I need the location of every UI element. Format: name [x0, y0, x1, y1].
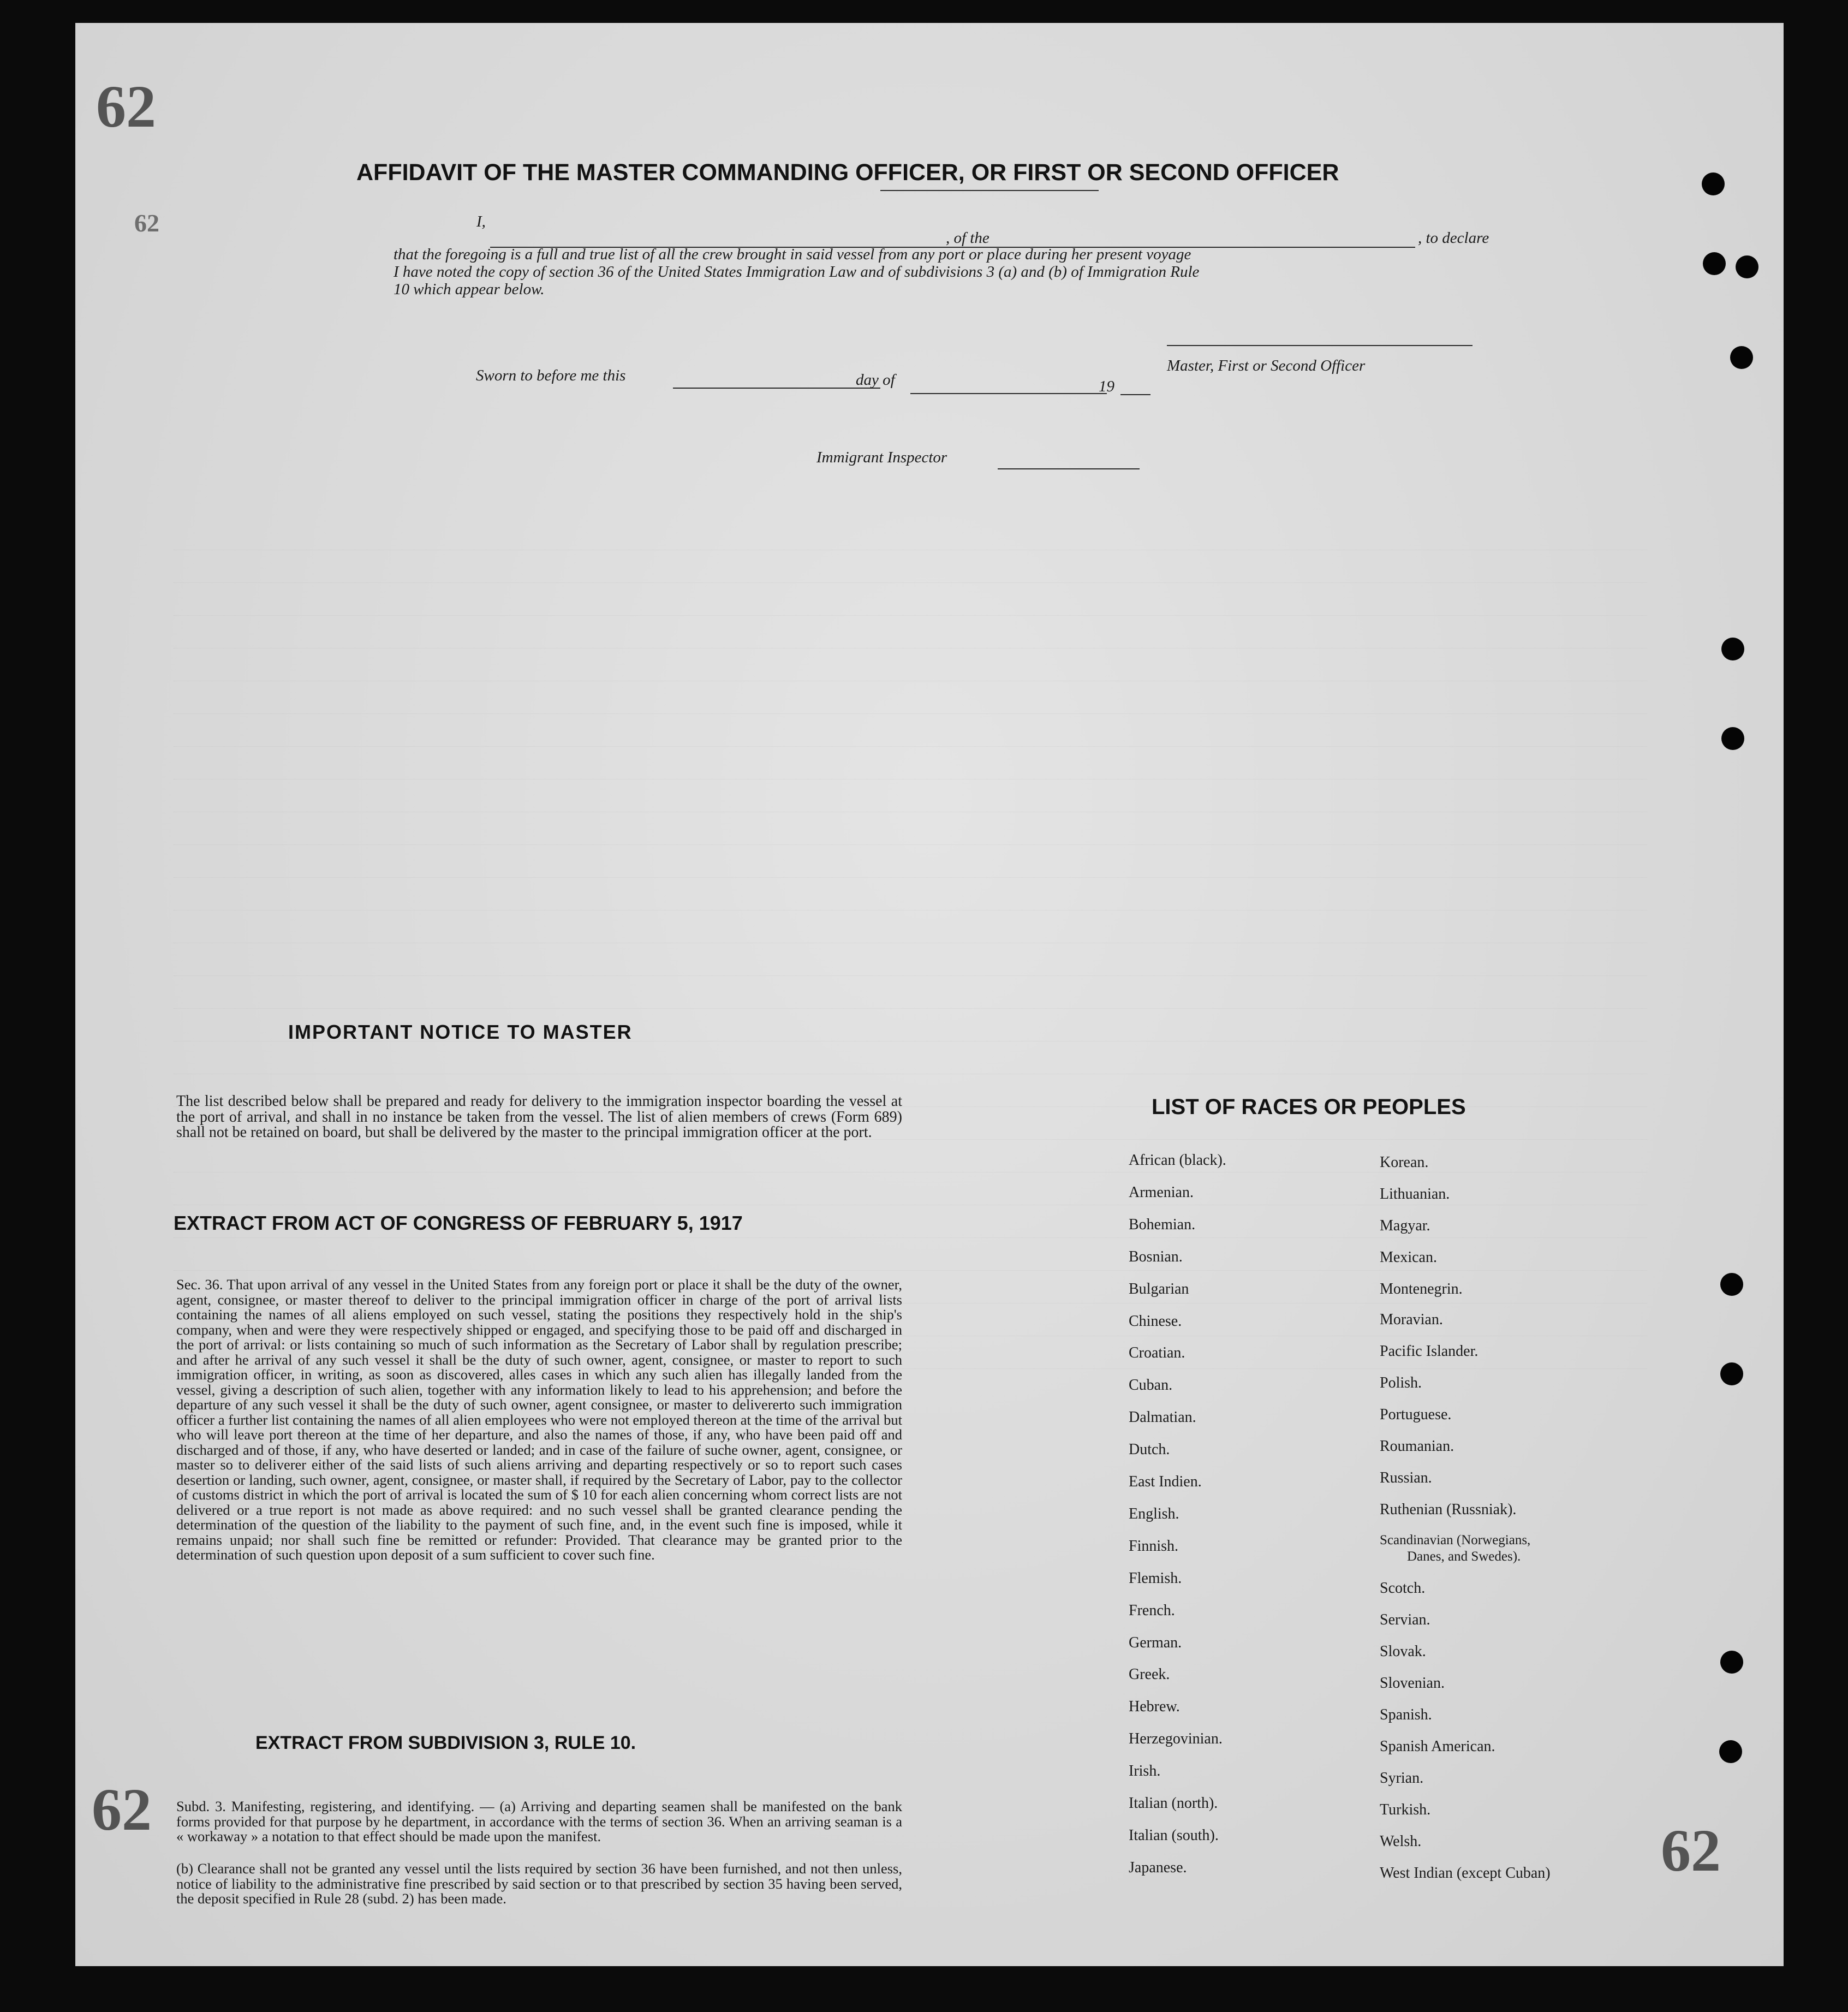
race-item: Syrian. [1380, 1770, 1424, 1787]
punch-hole [1720, 1273, 1743, 1296]
race-item: Bulgarian [1129, 1280, 1189, 1297]
document-sheet [75, 23, 1784, 1966]
punch-hole [1720, 1651, 1743, 1674]
race-item: German. [1129, 1634, 1182, 1651]
year-prefix: 19 [1099, 378, 1114, 395]
race-item: Chinese. [1129, 1312, 1182, 1330]
rule-body-a: Subd. 3. Manifesting, registering, and identifying. — (a) Arriving and departing seamen shall be manifested on the bank forms provided for that purpose by he department, in accordance with the terms of section 36. When an arriving seaman is a « workaway » a notation to that effect should be made upon the manifest. [176, 1798, 902, 1844]
race-item: Dalmatian. [1129, 1409, 1196, 1426]
year-line [1120, 394, 1150, 395]
page-stamp-top-left: 62 [96, 73, 156, 140]
race-item: Irish. [1129, 1763, 1161, 1780]
race-item: Danes, and Swedes). [1407, 1549, 1521, 1564]
race-item: Polish. [1380, 1374, 1422, 1391]
sworn-label: Sworn to before me this [476, 367, 626, 384]
affidavit-to-declare: , to declare [1418, 229, 1489, 247]
bleed-row [174, 926, 1647, 943]
title-rule [880, 190, 1099, 191]
bleed-row [174, 992, 1647, 1009]
rule-title: EXTRACT FROM SUBDIVISION 3, RULE 10. [255, 1733, 636, 1753]
inspector-signature-line [998, 468, 1140, 469]
punch-hole [1702, 172, 1725, 195]
race-item: Slovenian. [1380, 1675, 1445, 1692]
race-item: Russian. [1380, 1469, 1432, 1486]
page-number-mark: 62 [134, 209, 159, 237]
race-item: Magyar. [1380, 1217, 1430, 1234]
affidavit-line-3: I have noted the copy of section 36 of the United States Immigration Law and of subdivisions 3 (a) and (b) of Immigration Rule [394, 263, 1200, 281]
race-item: Spanish American. [1380, 1738, 1495, 1755]
punch-hole [1736, 255, 1758, 278]
bleed-row [174, 861, 1647, 878]
affidavit-title: AFFIDAVIT OF THE MASTER COMMANDING OFFICER, OR FIRST OR SECOND OFFICER [356, 159, 1339, 186]
punch-hole [1719, 1740, 1742, 1763]
races-title: LIST OF RACES OR PEOPLES [1152, 1095, 1466, 1119]
race-item: Turkish. [1380, 1801, 1431, 1818]
race-item: Croatian. [1129, 1344, 1185, 1362]
officer-signature-line [1167, 345, 1473, 346]
race-item: Servian. [1380, 1611, 1430, 1628]
bleed-row [174, 828, 1647, 845]
race-item: Flemish. [1129, 1569, 1182, 1587]
bleed-row [174, 1057, 1647, 1074]
notice-title: IMPORTANT NOTICE TO MASTER [288, 1021, 633, 1043]
affidavit-of-the: , of the [946, 229, 989, 247]
race-item: Montenegrin. [1380, 1281, 1463, 1297]
race-item: Cuban. [1129, 1377, 1173, 1394]
race-item: Scandinavian (Norwegians, [1380, 1533, 1531, 1547]
inspector-label: Immigrant Inspector [816, 449, 947, 466]
bleed-row [174, 632, 1647, 648]
bleed-row [174, 697, 1647, 714]
affidavit-line-4: 10 which appear below. [394, 281, 545, 298]
punch-hole [1721, 727, 1744, 750]
bleed-row [174, 763, 1647, 779]
notice-body: The list described below shall be prepared and ready for delivery to the immigration inspector boarding the vessel at the port of arrival, and shall in no instance be taken from the vessel. The list of alien members of crews (Form 689) shall not be retained on board, but shall be delivered by the master to the principal immigration officer at the port. [176, 1093, 902, 1141]
race-item: Ruthenian (Russniak). [1380, 1501, 1517, 1518]
race-item: East Indien. [1129, 1473, 1202, 1490]
race-item: Italian (north). [1129, 1795, 1218, 1812]
race-item: Italian (south). [1129, 1826, 1219, 1844]
page-stamp-bottom-left: 62 [92, 1776, 152, 1843]
race-item: Moravian. [1380, 1311, 1443, 1328]
affidavit-line-2: that the foregoing is a full and true list of all the crew brought in said vessel from any port or place during her present voyage [394, 246, 1191, 263]
page-stamp-bottom-right: 62 [1661, 1817, 1721, 1884]
race-item: Portuguese. [1380, 1406, 1452, 1423]
rule-body-b: (b) Clearance shall not be granted any vessel until the lists required by section 36 have been furnished, and not then unless, notice of liability to the administrative fine prescribed by said section or to that prescribed by section 35 having been served, the deposit specified in Rule 28 (subd. 2) has been made. [176, 1860, 902, 1907]
race-item: Korean. [1380, 1154, 1429, 1171]
punch-hole [1721, 638, 1744, 660]
race-item: English. [1129, 1505, 1179, 1522]
race-item: Mexican. [1380, 1249, 1437, 1266]
race-item: Bosnian. [1129, 1248, 1183, 1265]
race-item: Armenian. [1129, 1183, 1194, 1201]
race-item: Bohemian. [1129, 1216, 1196, 1233]
race-item: West Indian (except Cuban) [1380, 1865, 1551, 1882]
bleed-row [174, 959, 1647, 976]
bleed-row [174, 894, 1647, 910]
affidavit-i-label: I, [476, 213, 486, 230]
race-item: Spanish. [1380, 1706, 1432, 1723]
race-item: Lithuanian. [1380, 1186, 1450, 1203]
race-item: Welsh. [1380, 1833, 1422, 1850]
bleed-row [174, 566, 1647, 583]
bleed-row [174, 664, 1647, 681]
race-item: Roumanian. [1380, 1438, 1454, 1455]
bleed-row [174, 533, 1647, 550]
punch-hole [1720, 1362, 1743, 1385]
race-item: Hebrew. [1129, 1698, 1180, 1716]
day-of-label: day of [856, 371, 895, 389]
race-item: African (black). [1129, 1152, 1226, 1169]
bleed-row [174, 599, 1647, 616]
race-item: French. [1129, 1602, 1175, 1619]
race-item: Herzegovinian. [1129, 1730, 1223, 1748]
race-item: Greek. [1129, 1666, 1170, 1683]
race-item: Pacific Islander. [1380, 1343, 1479, 1360]
race-item: Dutch. [1129, 1441, 1170, 1459]
act-body: Sec. 36. That upon arrival of any vessel in the United States from any foreign port or place it shall be the duty of the owner, agent, consignee, or master thereof to deliver to the principal immigration officer in charge of the port of arrival lists containing the names of all aliens employed on such vessel, stating the positions they respectively hold in the ship's company, when and were they were respectively shipped or engaged, and specifying those to be paid off and discharged in the port of arrival: or lists containing so much of such information as the Secretary of Labor shall by regulation prescribe; and after he arrival of any such vessel it shall be the duty of such owner, agent, consignee, or master to report to such immigration officer, in writing, as soon as discovered, alles cases in which any such alien has illegally landed from the vessel, giving a description of such alien, together with any information likely to lead to his apprehension; and before the departure of any such vessel it shall be the duty of such owner, agent consignee, or master to delivererto such immigration officer a further list containing the names of all alien employees who were not employed thereon at the time of the arrival but who will leave port thereon at the time of her departure, and also the names of those, if any, who have been paid off and discharged and of those, if any, who have deserted or landed; and in case of the failure of suche owner, agent, consignee, or master so to deliverer either of the said lists of such aliens arriving and departing respectively or so to report such cases desertion or landing, such owner, agent, consignee, or master shall, if required by the Secretary of Labor, pay to the collector of customs district in which the port of arrival is located the sum of $ 10 for each alien concerning whom correct lists are not delivered or a true report is not made as above required: and no such vessel shall be granted clearance pending the determination of the question of the liability to the payment of such fine, and, in the event such fine is imposed, while it remains unpaid; nor shall such fine be remitted or refunder: Provided. That clearance may be granted prior to the determination of such question upon deposit of a sum sufficient to cover such fine. [176, 1276, 902, 1563]
month-line [910, 393, 1107, 394]
punch-hole [1730, 346, 1753, 369]
sworn-day-line [673, 388, 880, 389]
race-item: Slovak. [1380, 1643, 1426, 1660]
punch-hole [1703, 252, 1726, 275]
officer-signature-label: Master, First or Second Officer [1167, 357, 1366, 374]
race-item: Scotch. [1380, 1580, 1426, 1597]
race-item: Japanese. [1129, 1859, 1187, 1876]
bleed-row [174, 795, 1647, 812]
race-item: Finnish. [1129, 1537, 1179, 1555]
act-title: EXTRACT FROM ACT OF CONGRESS OF FEBRUARY 5, 1917 [174, 1212, 743, 1234]
bleed-row [174, 730, 1647, 747]
